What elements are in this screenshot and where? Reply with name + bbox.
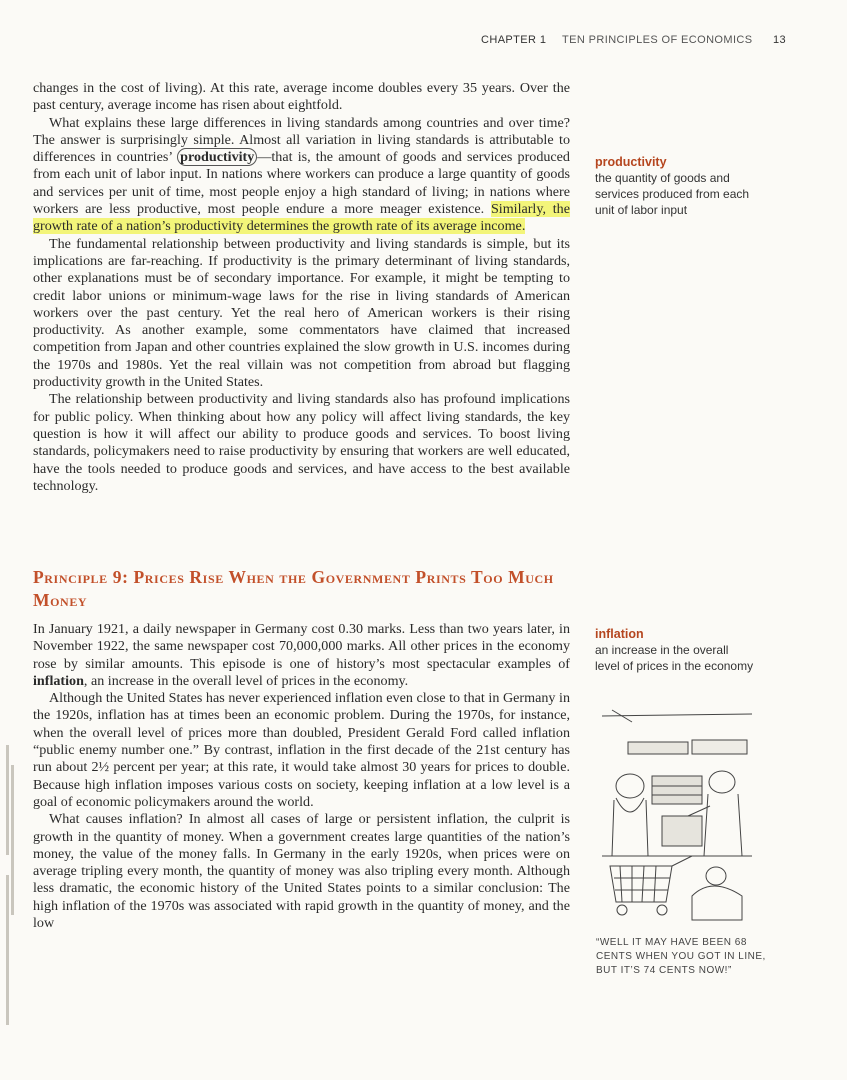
paragraph: In January 1921, a daily newspaper in Germany cost 0.30 marks. Less than two years later, in November 1922, the same newspaper cost 70,000,000 marks. All other prices in the economy rose by similar amounts. This episode is one of history’s most spectacular examples of inflation, an increase in the overall level of prices in the economy.: [33, 621, 570, 689]
highlighted-text: Similarly, the growth rate of a nation’s productivity determines the growth rate of its average income.: [33, 201, 570, 235]
definition-text: an increase in the overall level of prices in the economy: [595, 643, 754, 673]
chapter-label: CHAPTER 1: [481, 34, 547, 46]
paragraph: What explains these large differences in living standards among countries and over time? The answer is surprisingly simple. Almost all variation in living standards is attributable to differences in countries’ productivity —that is, the amount of goods and services produced from each unit of labor input. In nations where workers can produce a large quantity of goods and services per unit of time, most people enjoy a high standard of living; in nations where workers are less productive, most people endure a more meager existence. Similarly, the growth rate of a nation’s productivity determines the growth rate of its average income.: [33, 114, 570, 235]
margin-definition-productivity: [595, 154, 755, 218]
paragraph: The fundamental relationship between productivity and living standards is simple, but its implications are far-reaching. If productivity is the primary determinant of living standards, other explanations must be of secondary importance. For example, it might be tempting to credit labor unions or minimum-wage laws for the rise in living standards of American workers over the past century. Yet the real hero of American workers is their rising productivity. As another example, some commentators have claimed that increased competition from Japan and other countries explained the slow growth in U.S. incomes during the 1970s and 1980s. Yet the real villain was not competition from abroad but flagging productivity growth in the United States.: [33, 235, 570, 391]
body-text-bottom: [33, 621, 570, 932]
key-term-inflation: inflation: [33, 672, 84, 689]
cartoon-caption: “WELL IT MAY HAVE BEEN 68 CENTS WHEN YOU GOT IN LINE, BUT IT’S 74 CENTS NOW!”: [596, 937, 766, 976]
principle-heading: Principle 9: Prices Rise When the Government Prints Too Much Money: [33, 567, 554, 610]
paragraph: What causes inflation? In almost all cases of large or persistent inflation, the culprit is growth in the quantity of money. When a government creates large quantities of the nation’s money, the value of the money falls. In Germany in the early 1920s, when prices were on average tripling every month, the quantity of money was also tripling every month. Although less dramatic, the economic history of the United States points to a similar conclusion: The high inflation of the 1970s was associated with rapid growth in the quantity of money, and the low: [33, 811, 570, 932]
cartoon-illustration: [592, 706, 762, 928]
margin-definition-inflation: [595, 626, 755, 674]
paragraph: The relationship between productivity and living standards also has profound implications for public policy. When thinking about how any policy will affect living standards, the key question is how it will affect our ability to produce goods and services. To boost living standards, policymakers need to raise productivity by ensuring that workers are well educated, have the tools needed to produce goods and services, and have access to the best available technology.: [33, 391, 570, 494]
body-text-top: [33, 80, 570, 495]
paragraph: changes in the cost of living). At this rate, average income doubles every 35 years. Over the past century, average income has risen about eightfold.: [33, 80, 570, 114]
definition-term: productivity: [595, 155, 667, 169]
chapter-title: TEN PRINCIPLES OF ECONOMICS: [562, 34, 753, 46]
page-number: 13: [773, 34, 787, 46]
key-term-productivity: productivity: [177, 148, 257, 166]
definition-text: the quantity of goods and services produced from each unit of labor input: [595, 171, 750, 217]
paragraph: Although the United States has never experienced inflation even close to that in Germany in the 1920s, inflation has at times been an economic problem. During the 1970s, for instance, when the overall level of prices more than doubled, President Gerald Ford called inflation “public enemy number one.” By contrast, inflation in the first decade of the 21st century has run about 2½ percent per year; at this rate, it would take almost 30 years for prices to double. Because high inflation imposes various costs on society, keeping inflation at a low level is a goal of economic policymakers around the world.: [33, 690, 570, 810]
gutter-credit-text: [2, 745, 16, 1035]
definition-term: inflation: [595, 627, 644, 641]
